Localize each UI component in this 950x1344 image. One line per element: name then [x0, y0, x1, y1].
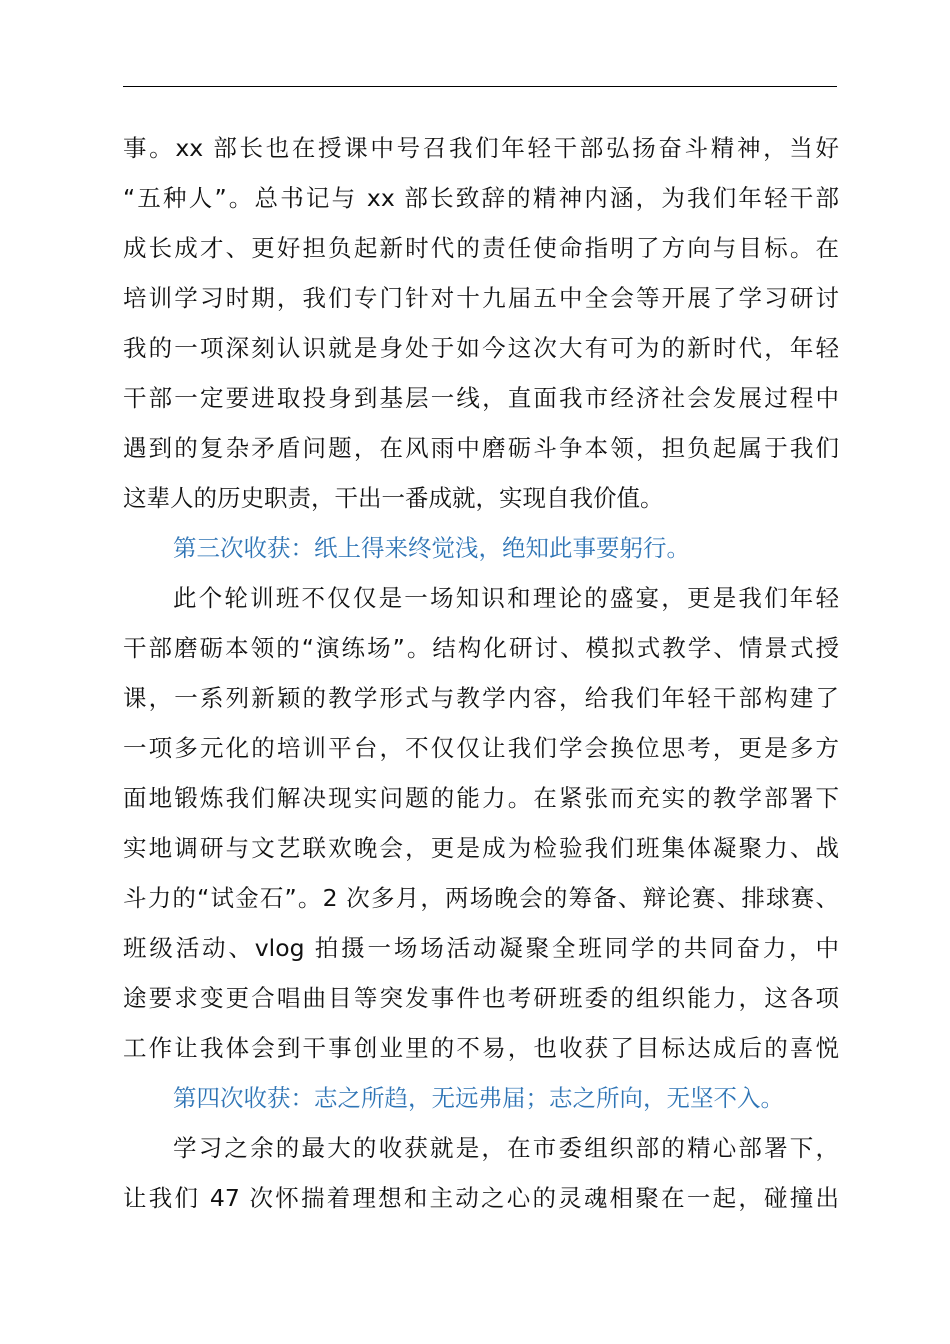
text-line: 斗力的“试金石”。2 次多月，两场晚会的筹备、辩论赛、排球赛、: [123, 884, 839, 912]
text-line: 这辈人的历史职责，干出一番成就，实现自我价值。: [123, 484, 664, 512]
text-line: 培训学习时期，我们专门针对十九届五中全会等开展了学习研讨: [123, 284, 839, 312]
text-line: 我的一项深刻认识就是身处于如今这次大有可为的新时代，年轻: [123, 334, 839, 362]
text-line: 面地锻炼我们解决现实问题的能力。在紧张而充实的教学部署下: [123, 784, 839, 812]
text-line: 事。xx 部长也在授课中号召我们年轻干部弘扬奋斗精神，当好: [123, 134, 839, 162]
section-heading: 第四次收获：志之所趋，无远弗届；志之所向，无坚不入。: [173, 1084, 784, 1112]
text-line: 干部一定要进取投身到基层一线，直面我市经济社会发展过程中: [123, 384, 839, 412]
text-line: 遇到的复杂矛盾问题，在风雨中磨砺斗争本领，担负起属于我们: [123, 434, 839, 462]
text-line: “五种人”。总书记与 xx 部长致辞的精神内涵，为我们年轻干部: [123, 184, 839, 212]
text-line: 工作让我体会到干事创业里的不易，也收获了目标达成后的喜悦: [123, 1034, 839, 1062]
section-heading: 第三次收获：纸上得来终觉浅，绝知此事要躬行。: [173, 534, 690, 562]
text-line: 课，一系列新颖的教学形式与教学内容，给我们年轻干部构建了: [123, 684, 839, 712]
text-line: 成长成才、更好担负起新时代的责任使命指明了方向与目标。在: [123, 234, 839, 262]
header-rule: [123, 86, 837, 87]
text-line: 让我们 47 次怀揣着理想和主动之心的灵魂相聚在一起，碰撞出: [123, 1184, 839, 1212]
text-line: 途要求变更合唱曲目等突发事件也考研班委的组织能力，这各项: [123, 984, 839, 1012]
paragraph-first-line: 学习之余的最大的收获就是，在市委组织部的精心部署下，: [173, 1134, 839, 1162]
text-line: 班级活动、vlog 拍摄一场场活动凝聚全班同学的共同奋力，中: [123, 934, 839, 962]
text-line: 一项多元化的培训平台，不仅仅让我们学会换位思考，更是多方: [123, 734, 839, 762]
paragraph-first-line: 此个轮训班不仅仅是一场知识和理论的盛宴，更是我们年轻: [173, 584, 839, 612]
text-line: 干部磨砺本领的“演练场”。结构化研讨、模拟式教学、情景式授: [123, 634, 839, 662]
text-line: 实地调研与文艺联欢晚会，更是成为检验我们班集体凝聚力、战: [123, 834, 839, 862]
